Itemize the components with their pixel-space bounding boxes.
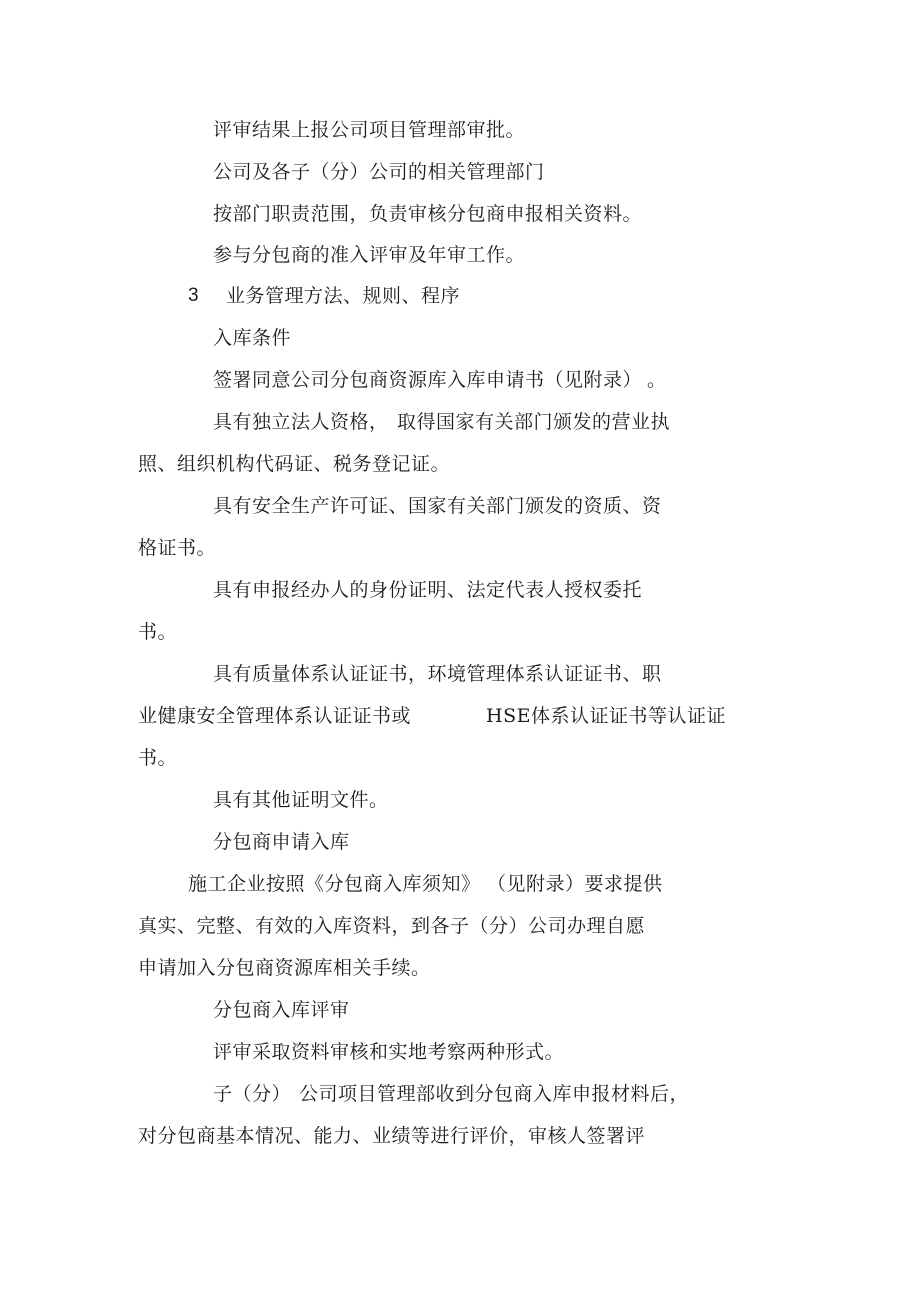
text-line: 公司项目管理部收到分包商入库申报材料后，: [299, 1083, 690, 1105]
text-line: 施工企业按照《分包商入库须知》: [188, 873, 481, 895]
text-line: 申请加入分包商资源库相关手续。: [138, 957, 431, 979]
text-line: 具有质量体系认证证书，环境管理体系认证证书、职: [213, 663, 662, 685]
text-line: 评审结果上报公司项目管理部审批。: [213, 119, 526, 141]
text-line: 公司及各子（分）公司的相关管理部门: [213, 161, 545, 183]
subsection-heading: 分包商申请入库: [213, 831, 350, 853]
section-number: 3: [188, 285, 200, 306]
text-line: 具有独立法人资格，: [213, 411, 389, 433]
subsection-heading: 分包商入库评审: [213, 999, 350, 1021]
text-line: 书。: [138, 621, 178, 643]
text-line: 具有安全生产许可证、国家有关部门颁发的资质、资: [213, 495, 662, 517]
text-line: 按部门职责范围，负责审核分包商申报相关资料。: [213, 203, 643, 225]
text-line: （见附录）要求提供: [487, 873, 663, 895]
text-line: 具有其他证明文件。: [213, 789, 389, 811]
text-line: 评审采取资料审核和实地考察两种形式。: [213, 1041, 565, 1063]
text-line: 子（分）: [213, 1083, 292, 1105]
text-line: 照、组织机构代码证、税务登记证。: [138, 453, 451, 475]
text-line: 书。: [138, 747, 178, 769]
text-line: 真实、完整、有效的入库资料，到各子（分）公司办理自愿: [138, 915, 646, 937]
text-line: HSE体系认证证书等认证证: [486, 705, 726, 727]
text-line: 参与分包商的准入评审及年审工作。: [213, 244, 526, 266]
text-line: 。: [647, 369, 667, 391]
text-line: 业健康安全管理体系认证证书或: [138, 705, 412, 727]
text-line: 格证书。: [138, 537, 217, 559]
subsection-heading: 入库条件: [213, 327, 292, 349]
text-line: 具有申报经办人的身份证明、法定代表人授权委托: [213, 579, 643, 601]
text-line: 取得国家有关部门颁发的营业执: [397, 411, 671, 433]
text-line: 签署同意公司分包商资源库入库申请书（见附录）: [213, 369, 643, 391]
section-heading: 业务管理方法、规则、程序: [226, 285, 461, 307]
text-line: 对分包商基本情况、能力、业绩等进行评价，审核人签署评: [138, 1125, 646, 1147]
